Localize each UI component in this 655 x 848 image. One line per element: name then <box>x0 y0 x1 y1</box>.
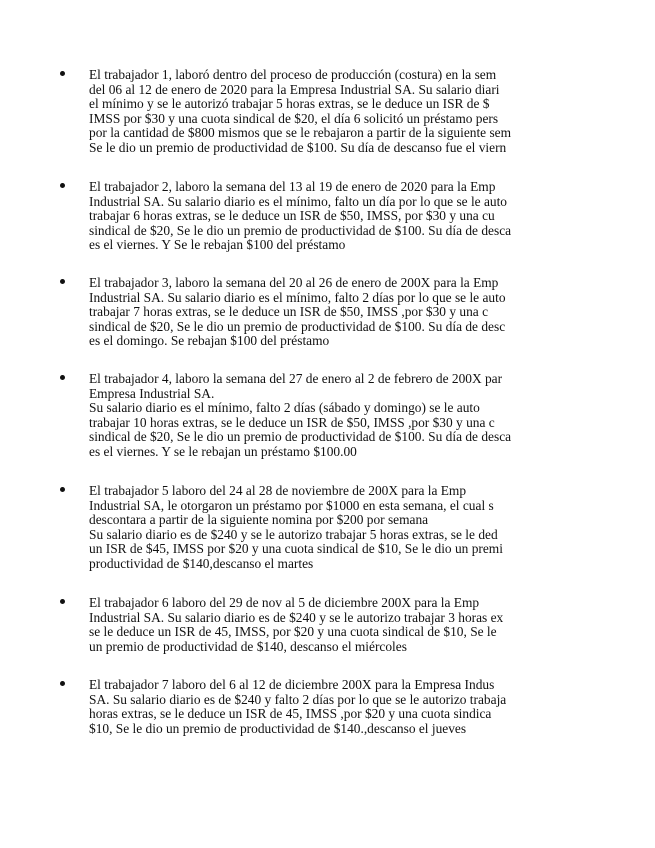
text-line: IMSS por $30 y una cuota sindical de $20, el día 6 solicitó un préstamo pers <box>89 110 499 126</box>
item-text <box>89 678 655 736</box>
text-line: El trabajador 6 laboro del 29 de nov al 5 de diciembre 200X para la Emp <box>89 595 480 610</box>
text-line: Industrial SA, le otorgaron un préstamo por $1000 en esta semana, el cual s <box>89 497 494 513</box>
text-line: un premio de productividad de $140, descanso el miércoles <box>89 638 407 654</box>
bullet-icon <box>60 71 65 76</box>
item-text <box>89 372 655 460</box>
text-line: trabajar 10 horas extras, se le deduce un ISR de $50, IMSS ,por $30 y una c <box>89 414 495 430</box>
text-line: es el viernes. Y Se le rebajan $100 del préstamo <box>89 237 346 253</box>
text-line: descontara a partir de la siguiente nomina por $200 por semana <box>89 512 429 528</box>
item-text <box>89 596 655 654</box>
text-line: trabajar 7 horas extras, se le deduce un ISR de $50, IMSS ,por $30 y una c <box>89 304 489 320</box>
text-line: trabajar 6 horas extras, se le deduce un ISR de $50, IMSS, por $30 y una cu <box>89 208 495 224</box>
text-line: El trabajador 1, laboró dentro del proceso de producción (costura) en la sem <box>89 67 497 82</box>
item-text <box>89 276 655 349</box>
text-line: Industrial SA. Su salario diario es el mínimo, falto 2 días por lo que se le auto <box>89 289 506 305</box>
text-line: sindical de $20, Se le dio un premio de productividad de $100. Su día de desca <box>89 222 512 238</box>
text-line: Industrial SA. Su salario diario es el mínimo, falto un día por lo que se le auto <box>89 193 508 209</box>
text-line: el mínimo y se le autorizó trabajar 5 horas extras, se le deduce un ISR de $ <box>89 96 490 112</box>
list-item <box>0 678 655 768</box>
text-line: un ISR de $45, IMSS por $20 y una cuota sindical de $10, Se le dio un premi <box>89 541 503 557</box>
text-line: SA. Su salario diario es de $240 y falto 2 días por lo que se le autorizo trabaja <box>89 691 507 707</box>
text-line: $10, Se le dio un premio de productividad de $140.,descanso el jueves <box>89 720 467 736</box>
bullet-icon <box>60 183 65 188</box>
bullet-icon <box>60 681 65 686</box>
list-item <box>0 484 655 574</box>
text-line: es el domingo. Se rebajan $100 del préstamo <box>89 333 330 349</box>
text-line: sindical de $20, Se le dio un premio de productividad de $100. Su día de desca <box>89 429 512 445</box>
text-line: por la cantidad de $800 mismos que se le rebajaron a partir de la siguiente sem <box>89 125 512 141</box>
item-text <box>89 180 655 253</box>
text-line: El trabajador 3, laboro la semana del 20 al 26 de enero de 200X para la Emp <box>89 275 499 290</box>
list-item <box>0 596 655 686</box>
bullet-icon <box>60 599 65 604</box>
text-line: Su salario diario es de $240 y se le autorizo trabajar 5 horas extras, se le ded <box>89 526 498 542</box>
text-line: El trabajador 7 laboro del 6 al 12 de diciembre 200X para la Empresa Indus <box>89 677 495 692</box>
item-text <box>89 484 655 572</box>
text-line: Industrial SA. Su salario diario es de $240 y se le autorizo trabajar 3 horas ex <box>89 609 504 625</box>
text-line: Su salario diario es el mínimo, falto 2 días (sábado y domingo) se le auto <box>89 400 480 416</box>
text-line: del 06 al 12 de enero de 2020 para la Empresa Industrial SA. Su salario diari <box>89 81 500 97</box>
list-item <box>0 276 655 366</box>
text-line: horas extras, se le deduce un ISR de 45, IMSS ,por $20 y una cuota sindica <box>89 706 492 722</box>
text-line: productividad de $140,descanso el martes <box>89 555 314 571</box>
item-text <box>89 68 655 156</box>
text-line: Se le dio un premio de productividad de $100. Su día de descanso fue el viern <box>89 139 507 155</box>
list-item <box>0 180 655 270</box>
bullet-icon <box>60 375 65 380</box>
text-line: El trabajador 4, laboro la semana del 27 de enero al 2 de febrero de 200X par <box>89 371 503 386</box>
list-item <box>0 68 655 158</box>
text-line: sindical de $20, Se le dio un premio de productividad de $100. Su día de desc <box>89 318 506 334</box>
text-line: se le deduce un ISR de 45, IMSS, por $20 y una cuota sindical de $10, Se le <box>89 624 497 640</box>
bullet-icon <box>60 279 65 284</box>
list-item <box>0 372 655 462</box>
bullet-icon <box>60 487 65 492</box>
text-line: El trabajador 2, laboro la semana del 13 al 19 de enero de 2020 para la Emp <box>89 179 496 194</box>
text-line: Empresa Industrial SA. <box>89 385 215 401</box>
text-line: El trabajador 5 laboro del 24 al 28 de noviembre de 200X para la Emp <box>89 483 467 498</box>
text-line: es el viernes. Y se le rebajan un préstamo $100.00 <box>89 443 357 459</box>
